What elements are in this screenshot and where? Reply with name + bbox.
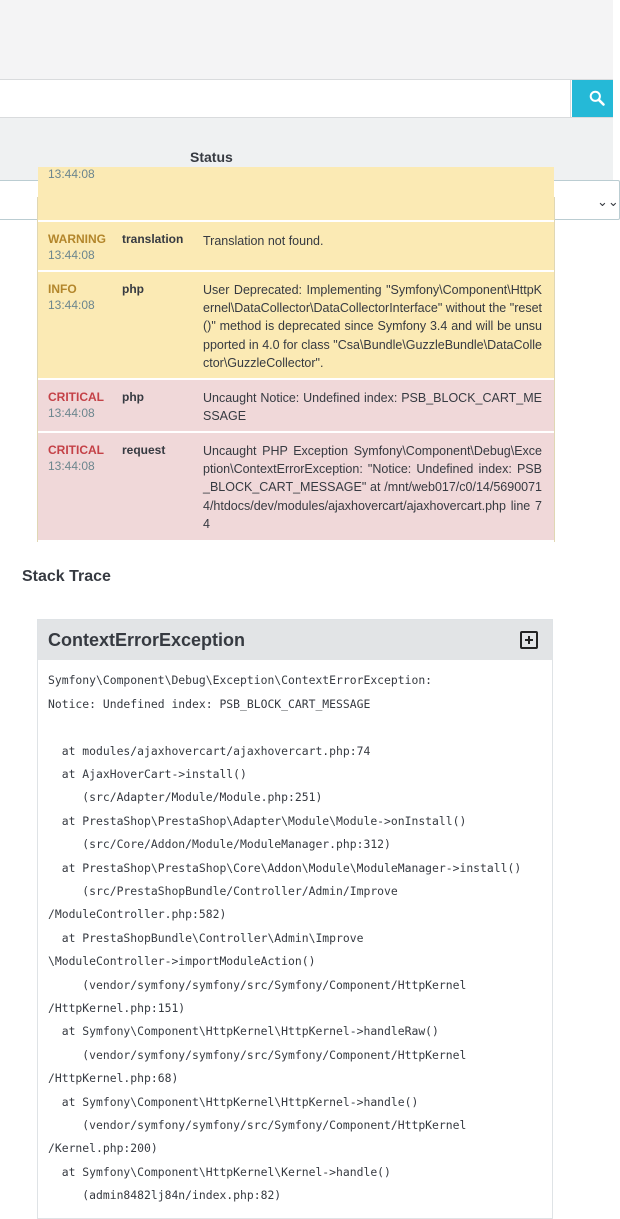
trace-line: Notice: Undefined index: PSB_BLOCK_CART_MESSAGE xyxy=(48,697,371,711)
log-time: 13:44:08 xyxy=(48,248,95,262)
log-time: 13:44:08 xyxy=(48,167,95,181)
log-level: CRITICAL xyxy=(48,443,104,457)
trace-line: /HttpKernel.php:151) xyxy=(48,1001,186,1015)
log-channel: request xyxy=(122,443,166,457)
exception-title: ContextErrorException xyxy=(48,630,246,650)
chevron-down-icon: ⌄⌄ xyxy=(597,194,619,209)
log-message: Uncaught Notice: Undefined index: PSB_BLOCK_CART_MESSAGE xyxy=(203,391,542,424)
search-button[interactable] xyxy=(572,80,613,117)
log-message: Translation not found. xyxy=(203,234,324,248)
search-bar xyxy=(0,79,613,118)
trace-line: at PrestaShopBundle\Controller\Admin\Improve xyxy=(48,931,364,945)
trace-line: (src/PrestaShopBundle/Controller/Admin/Improve xyxy=(48,884,398,898)
log-row xyxy=(38,433,554,542)
trace-line: at PrestaShop\PrestaShop\Core\Addon\Module\ModuleManager->install() xyxy=(48,861,522,875)
trace-line: at modules/ajaxhovercart/ajaxhovercart.php:74 xyxy=(48,744,371,758)
log-message: User Deprecated: Implementing "Symfony\Component\HttpKernel\DataCollector\DataCollectorInterface" without the "reset()" method is deprecated since Symfony 3.4 and will be unsupported in 4.0 for class "Csa\Bundle\GuzzleBundle\DataCollector\GuzzleCollector". xyxy=(203,283,542,370)
trace-line: /HttpKernel.php:68) xyxy=(48,1071,179,1085)
trace-line: at Symfony\Component\HttpKernel\HttpKernel->handle() xyxy=(48,1095,419,1109)
log-channel: php xyxy=(122,390,144,404)
trace-line: (vendor/symfony/symfony/src/Symfony/Component/HttpKernel xyxy=(48,978,467,992)
log-time: 13:44:08 xyxy=(48,406,95,420)
log-level: INFO xyxy=(48,282,77,296)
trace-line: at AjaxHoverCart->install() xyxy=(48,767,247,781)
stack-trace-panel xyxy=(37,619,553,1219)
trace-line: (src/Adapter/Module/Module.php:251) xyxy=(48,790,323,804)
header-bar xyxy=(0,0,613,79)
trace-line: (vendor/symfony/symfony/src/Symfony/Component/HttpKernel xyxy=(48,1048,467,1062)
log-time: 13:44:08 xyxy=(48,459,95,473)
log-table xyxy=(37,167,555,542)
trace-line: Symfony\Component\Debug\Exception\ContextErrorException: xyxy=(48,673,433,687)
status-label: Status xyxy=(190,149,233,165)
trace-line: (admin8482lj84n/index.php:82) xyxy=(48,1188,282,1202)
log-row xyxy=(38,380,554,433)
search-input[interactable] xyxy=(0,80,571,117)
trace-line: (src/Core/Addon/Module/ModuleManager.php:312) xyxy=(48,837,391,851)
trace-line: \ModuleController->importModuleAction() xyxy=(48,954,316,968)
log-row xyxy=(38,272,554,380)
trace-line: /ModuleController.php:582) xyxy=(48,907,227,921)
log-level: CRITICAL xyxy=(48,390,104,404)
log-channel: php xyxy=(122,282,144,296)
log-channel: translation xyxy=(122,232,184,246)
log-level: WARNING xyxy=(48,232,106,246)
log-message: Uncaught PHP Exception Symfony\Component\Debug\Exception\ContextErrorException: "Notice: Undefined index: PSB_BLOCK_CART_MESSAGE" at /mnt/web017/c0/14/56900714/htdocs/dev/modules/ajaxhovercart/ajaxhovercart.php line 74 xyxy=(203,444,542,531)
trace-line: at Symfony\Component\HttpKernel\HttpKernel->handleRaw() xyxy=(48,1024,439,1038)
trace-line: at Symfony\Component\HttpKernel\Kernel->handle() xyxy=(48,1165,391,1179)
log-row xyxy=(38,222,554,272)
trace-line: at PrestaShop\PrestaShop\Adapter\Module\Module->onInstall() xyxy=(48,814,467,828)
trace-line: (vendor/symfony/symfony/src/Symfony/Component/HttpKernel xyxy=(48,1118,467,1132)
expand-toggle-icon[interactable] xyxy=(520,631,538,649)
log-time: 13:44:08 xyxy=(48,298,95,312)
exception-header xyxy=(38,620,552,660)
log-row xyxy=(38,167,554,222)
trace-line: /Kernel.php:200) xyxy=(48,1141,158,1155)
stack-trace-heading: Stack Trace xyxy=(22,568,111,585)
search-icon xyxy=(589,90,605,106)
